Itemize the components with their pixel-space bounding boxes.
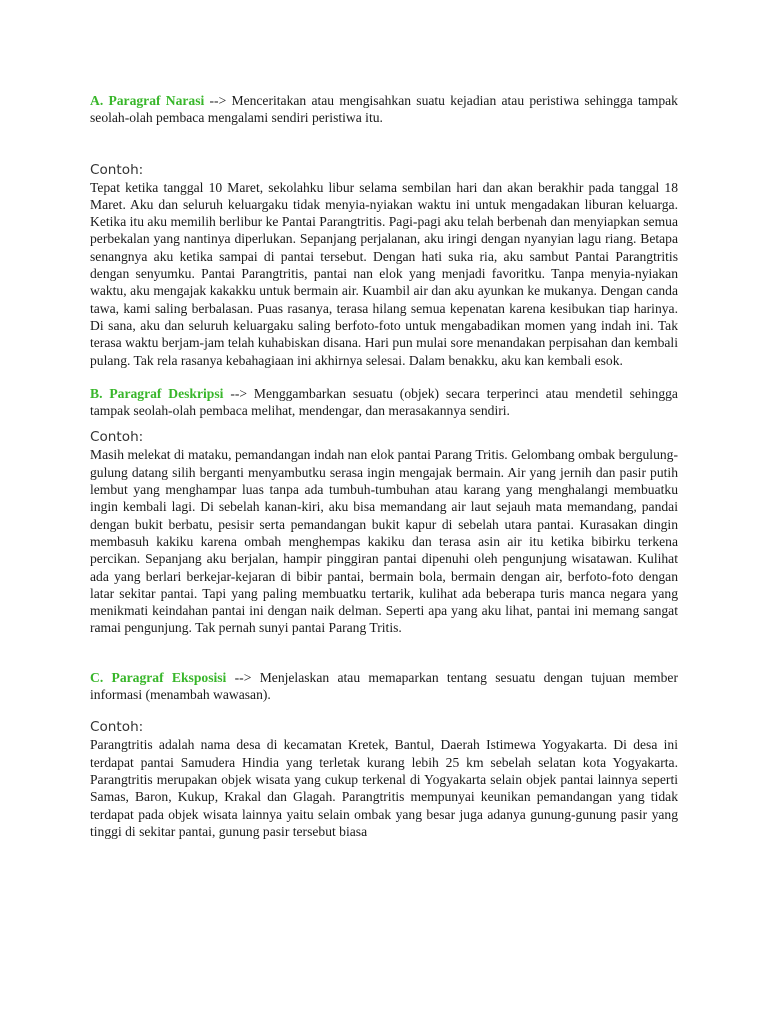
spacer [90, 703, 678, 719]
spacer [90, 127, 678, 162]
arrow-symbol: --> [230, 385, 248, 401]
section-definition-narasi [90, 92, 678, 127]
example-label-eksposisi: Contoh: [90, 719, 144, 736]
definition-text: Menggambarkan sesuatu (objek) secara terperinci atau mendetil sehingga tampak seolah-olah pembaca melihat, mendengar, dan merasakannya sendiri. [90, 385, 678, 419]
section-definition-eksposisi [90, 669, 678, 704]
example-text-deskripsi: Masih melekat di mataku, pemandangan indah nan elok pantai Parang Tritis. Gelombang ombak bergulung-gulung datang silih berganti menyambutku serasa ingin mengajak bermain. Air yang jernih dan pasir putih lembut yang menghampar luas tanpa ada tumbuh-tumbuhan atau karang yang menghalangi membuatku ingin kembali lagi. Di sebelah kanan-kiri, aku bisa memandang air laut sejauh mata memandang, pandai dengan bukit berbatu, pesisir serta pemandangan bukit kapur di sebelah utara pantai. Kurasakan dingin membasuh kakiku karena ombah menghempas kakiku dan terasa asin air itu ketika bibirku terkena percikan. Sepanjang aku berjalan, hampir pinggiran pantai dipenuhi oleh pengunjung wisatawan. Kulihat ada yang berlari berkejar-kejaran di bibir pantai, bermain bola, bermain dengan air, berfoto-foto dengan latar sekitar pantai. Tapi yang paling membuatku tertarik, kulihat ada beberapa turis manca negara yang menikmati keindahan pantai ini dengan naik delman. Seperti apa yang aku lihat, pantai ini memang sangat ramai pengunjung. Tak pernah sunyi pantai Parang Tritis. [90, 447, 678, 636]
section-definition-deskripsi [90, 385, 678, 420]
spacer [90, 637, 678, 669]
example-text-narasi: Tepat ketika tanggal 10 Maret, sekolahku libur selama sembilan hari dan akan berakhir pada tanggal 18 Maret. Aku dan seluruh keluargaku tidak menyia-nyiakan waktu ini untuk mengadakan liburan keluarga. Ketika itu aku memilih berlibur ke Pantai Parangtritis. Pagi-pagi aku telah berbenah dan menyiapkan semua perbekalan yang nantinya diperlukan. Sepanjang perjalanan, aku iringi dengan nyanyian lagu riang. Betapa senangnya aku ketika sampai di pantai tersebut. Dengan hati suka ria, aku sambut Pantai Parangtritis dengan senyumku. Pantai Parangtritis, pantai nan elok yang menjadi favoritku. Tanpa menyia-nyiakan waktu, aku mengajak kakakku untuk bermain air. Kuambil air dan aku ayunkan ke mukanya. Dengan canda tawa, kami saling berbalasan. Puas rasanya, terasa hilang semua kepenatan karena kesibukan tiap harinya. Di sana, aku dan seluruh keluargaku saling berfoto-foto untuk mengabadikan momen yang indah ini. Tak terasa waktu berjam-jam telah kuhabiskan disana. Hari pun mulai sore menandakan perpisahan dan kembali pulang. Tak rela rasanya kebahagiaan ini akhirnya selesai. Dalam benakku, aku kan kembali esok. [90, 179, 678, 368]
example-label-deskripsi: Contoh: [90, 429, 144, 446]
spacer [90, 419, 678, 429]
example-text-eksposisi: Parangtritis adalah nama desa di kecamatan Kretek, Bantul, Daerah Istimewa Yogyakarta. Di desa ini terdapat pantai Samudera Hindia yang terletak kurang lebih 25 km sebelah selatan kota Yogyakarta. Parangtritis merupakan objek wisata yang cukup terkenal di Yogyakarta selain objek pantai lainnya seperti Samas, Baron, Kukup, Krakal dan Glagah. Parangtritis mempunyai keunikan pemandangan yang tidak terdapat pada objek wisata lainnya yaitu selain ombak yang besar juga adanya gunung-gunung pasir yang tinggi di sekitar pantai, gunung pasir tersebut biasa [90, 737, 678, 839]
section-heading-eksposisi: C. Paragraf Eksposisi [90, 669, 227, 685]
spacer [90, 369, 678, 385]
arrow-symbol: --> [209, 93, 227, 108]
example-label-narasi: Contoh: [90, 161, 144, 178]
document-page [90, 92, 678, 840]
definition-text: Menceritakan atau mengisahkan suatu kejadian atau peristiwa sehingga tampak seolah-olah pembaca mengalami sendiri peristiwa itu. [90, 93, 678, 126]
section-heading-narasi: A. Paragraf Narasi [90, 93, 205, 108]
definition-text: Menjelaskan atau memaparkan tentang sesuatu dengan tujuan member informasi (menambah wawasan). [90, 669, 678, 703]
arrow-symbol: --> [234, 669, 252, 685]
section-heading-deskripsi: B. Paragraf Deskripsi [90, 385, 224, 401]
